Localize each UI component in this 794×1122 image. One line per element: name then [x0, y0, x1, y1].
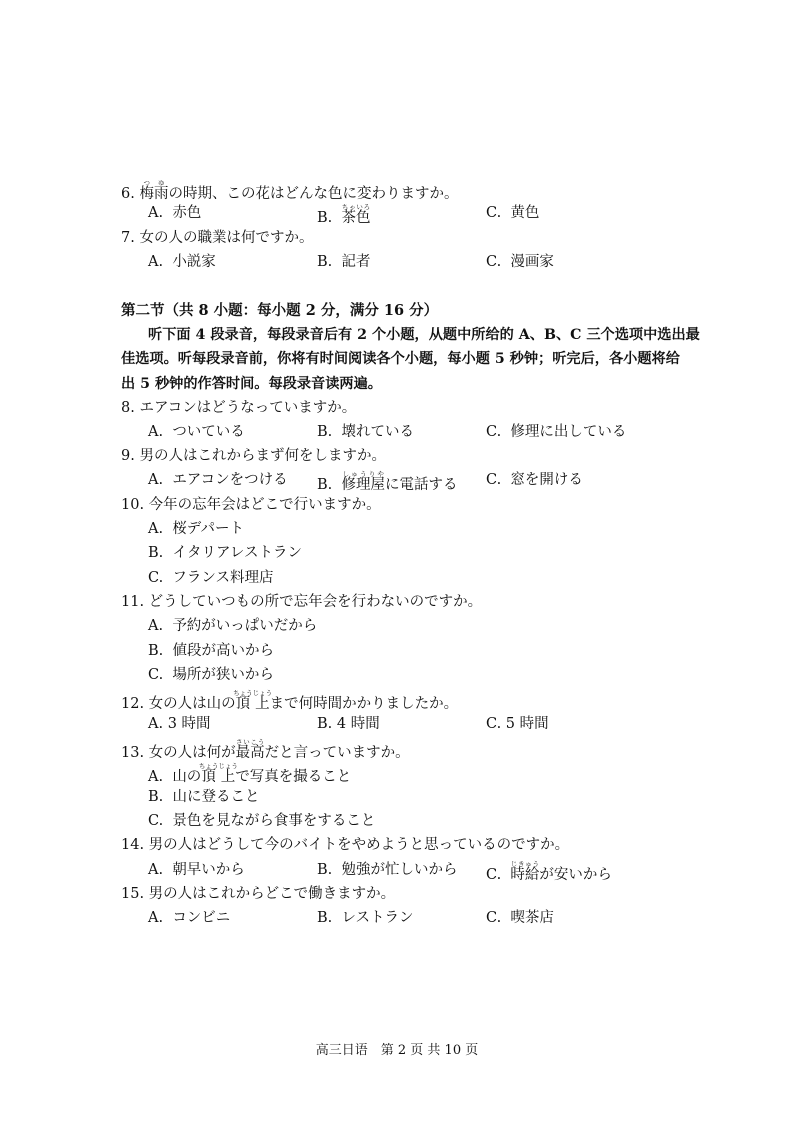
option-c: C. 場所が狭いから — [148, 667, 274, 683]
option-a: A. 小説家 — [148, 254, 216, 270]
question-number: 9. — [121, 448, 135, 464]
option-c: C. フランス料理店 — [148, 570, 274, 586]
question-8: 8. エアコンはどうなっていますか。 — [121, 400, 357, 416]
option-a: A. エアコンをつける — [148, 472, 288, 488]
section-instruction: 佳选项。听每段录音前，你将有时间阅读各个小题，每小题 5 秒钟；听完后，各小题将给 — [121, 351, 680, 367]
option-c: C. 漫画家 — [486, 254, 554, 270]
option-c: C. 喫茶店 — [486, 910, 554, 926]
question-7: 7. 女の人の職業は何ですか。 — [121, 230, 314, 246]
question-6: 6. 梅雨つゆの時期、この花はどんな色に変わりますか。 — [121, 179, 459, 202]
question-number: 11. — [121, 594, 145, 610]
option-a: A. 予約がいっぱいだから — [148, 618, 318, 634]
option-b: B. イタリアレストラン — [148, 545, 302, 561]
question-number: 7. — [121, 230, 135, 246]
question-13: 13. 女の人は何が最高さいこうだと言っていますか。 — [121, 738, 410, 761]
option-b: B. 4 時間 — [317, 716, 380, 732]
question-number: 6. — [121, 186, 135, 202]
option-b: B. レストラン — [317, 910, 414, 926]
option-a: A. 桜デパート — [148, 521, 244, 537]
page-footer: 高三日语 第 2 页 共 10 页 — [315, 1043, 479, 1058]
section-instruction: 听下面 4 段录音，每段录音后有 2 个小题，从题中所给的 A、B、C 三个选项中选出最 — [148, 327, 700, 343]
question-number: 8. — [121, 400, 135, 416]
option-b: B. 山に登ること — [148, 789, 260, 805]
option-a: A. コンビニ — [148, 910, 231, 926]
option-a: A. 3 時間 — [148, 716, 211, 732]
option-c: C. 修理に出している — [486, 424, 627, 440]
question-number: 10. — [121, 497, 145, 513]
question-11: 11. どうしていつもの所で忘年会を行わないのですか。 — [121, 594, 483, 610]
question-number: 12. — [121, 696, 145, 712]
option-a: A. ついている — [148, 424, 245, 440]
option-c: C. 黄色 — [486, 205, 540, 221]
option-b: B. 記者 — [317, 254, 371, 270]
option-b: B. 茶色ちゃいろ — [317, 203, 371, 226]
option-c: C. 景色を見ながら食事をすること — [148, 813, 376, 829]
option-b: B. 値段が高いから — [148, 643, 274, 659]
question-12: 12. 女の人は山の頂上ちょうじょうまで何時間かかりましたか。 — [121, 689, 459, 712]
option-a: A. 朝早いから — [148, 862, 245, 878]
question-number: 14. — [121, 837, 145, 853]
option-b: B. 壊れている — [317, 424, 414, 440]
question-number: 13. — [121, 745, 145, 761]
option-c: C. 窓を開ける — [486, 472, 583, 488]
option-a: A. 山の頂上ちょうじょうで写真を撮ること — [148, 762, 352, 785]
question-9: 9. 男の人はこれからまず何をしますか。 — [121, 448, 386, 464]
question-number: 15. — [121, 886, 145, 902]
option-a: A. 赤色 — [148, 205, 202, 221]
section-heading: 第二节（共 8 小题：每小题 2 分，满分 16 分） — [121, 302, 439, 319]
question-15: 15. 男の人はこれからどこで働きますか。 — [121, 886, 396, 902]
section-instruction: 出 5 秒钟的作答时间。每段录音读两遍。 — [121, 376, 382, 392]
question-10: 10. 今年の忘年会はどこで行いますか。 — [121, 497, 381, 513]
furigana-word: 梅雨つゆ — [139, 179, 169, 202]
option-c: C. 5 時間 — [486, 716, 549, 732]
option-b: B. 修理屋しゅうりやに電話する — [317, 470, 458, 493]
question-14: 14. 男の人はどうして今のバイトをやめようと思っているのですか。 — [121, 837, 570, 853]
option-b: B. 勉強が忙しいから — [317, 862, 458, 878]
option-c: C. 時給じきゅうが安いから — [486, 860, 612, 883]
